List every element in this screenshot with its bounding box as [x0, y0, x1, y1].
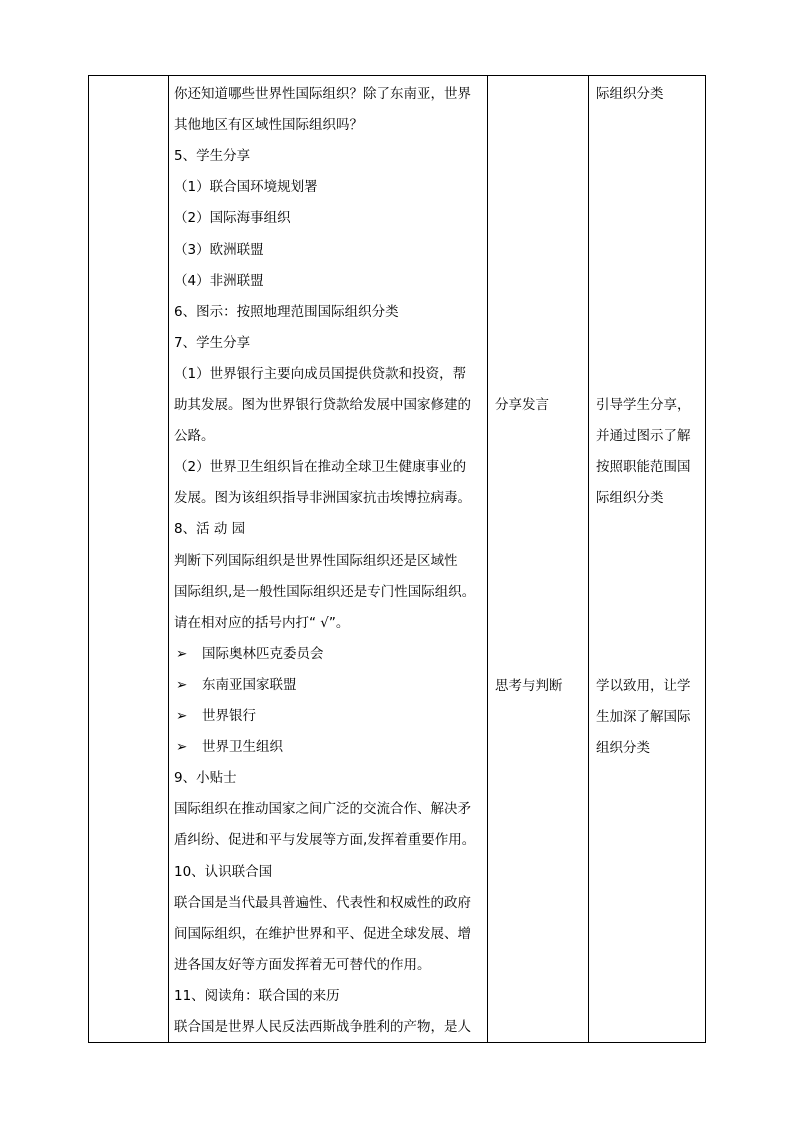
content-line: （2）世界卫生组织旨在推动全球卫生健康事业的 — [174, 459, 467, 476]
column-divider — [168, 76, 169, 1042]
content-line: 11、阅读角：联合国的来历 — [174, 987, 340, 1004]
content-line: 请在相对应的括号内打“ √”。 — [174, 614, 350, 631]
content-line: （2）国际海事组织 — [174, 210, 291, 227]
lesson-plan-table — [88, 75, 706, 1043]
bullet-arrow-icon: ➢ — [176, 645, 188, 662]
content-line: （4）非洲联盟 — [174, 272, 264, 289]
content-line — [176, 737, 283, 757]
content-line: 9、小贴士 — [174, 770, 237, 787]
intent-apply-line: 生加深了解国际 — [596, 709, 691, 726]
content-line: 盾纠纷、促进和平与发展等方面,发挥着重要作用。 — [174, 832, 476, 849]
intent-guide-line: 引导学生分享， — [596, 397, 691, 413]
student-activity-column — [495, 76, 585, 1042]
content-line: 公路。 — [174, 428, 215, 445]
stage-column — [89, 76, 168, 1042]
content-line: 6、图示：按照地理范围国际组织分类 — [174, 303, 399, 320]
content-line: 发展。图为该组织指导非洲国家抗击埃博拉病毒。 — [174, 490, 471, 507]
content-line: （1）联合国环境规划署 — [174, 179, 318, 196]
activity-share: 分享发言 — [495, 397, 549, 413]
content-line: 助其发展。图为世界银行贷款给发展中国家修建的 — [174, 397, 471, 413]
content-line: 其他地区有区域性国际组织吗？ — [174, 117, 363, 134]
content-line: （3）欧洲联盟 — [174, 241, 264, 258]
content-line — [176, 644, 324, 664]
column-divider — [588, 76, 589, 1042]
content-line — [176, 675, 297, 695]
design-intent-column — [596, 76, 704, 1042]
intent-guide-line: 并通过图示了解 — [596, 428, 691, 445]
content-line — [176, 706, 256, 726]
content-line: 国际组织在推动国家之间广泛的交流合作、解决矛 — [174, 801, 471, 818]
teaching-content-column — [174, 76, 484, 1042]
content-line: 进各国友好等方面发挥着无可替代的作用。 — [174, 956, 431, 973]
content-line: 判断下列国际组织是世界性国际组织还是区域性 — [174, 552, 458, 569]
intent-guide-line: 际组织分类 — [596, 490, 664, 507]
intent-top: 际组织分类 — [596, 86, 664, 102]
content-line: 7、学生分享 — [174, 334, 251, 351]
bullet-text: 世界卫生组织 — [202, 739, 283, 756]
bullet-arrow-icon: ➢ — [176, 708, 188, 724]
content-line: （1）世界银行主要向成员国提供贷款和投资，帮 — [174, 365, 467, 382]
bullet-text: 世界银行 — [202, 708, 256, 724]
content-line: 8、活 动 园 — [174, 521, 246, 538]
content-line: 间国际组织，在维护世界和平、促进全球发展、增 — [174, 925, 471, 942]
intent-guide-line: 按照职能范围国 — [596, 459, 691, 476]
bullet-text: 东南亚国家联盟 — [202, 676, 297, 693]
content-line: 国际组织,是一般性国际组织还是专门性国际组织。 — [174, 583, 476, 600]
content-line: 10、认识联合国 — [174, 863, 273, 880]
activity-think: 思考与判断 — [495, 678, 563, 694]
content-line: 5、学生分享 — [174, 148, 251, 165]
content-line: 联合国是世界人民反法西斯战争胜利的产物，是人 — [174, 1019, 471, 1035]
content-line: 你还知道哪些世界性国际组织？除了东南亚，世界 — [174, 86, 471, 102]
content-line: 联合国是当代最具普遍性、代表性和权威性的政府 — [174, 894, 471, 911]
column-divider — [487, 76, 488, 1042]
intent-apply-line: 学以致用，让学 — [596, 678, 691, 694]
intent-apply-line: 组织分类 — [596, 740, 650, 757]
bullet-text: 国际奥林匹克委员会 — [202, 645, 324, 662]
bullet-arrow-icon: ➢ — [176, 676, 188, 693]
bullet-arrow-icon: ➢ — [176, 739, 188, 756]
